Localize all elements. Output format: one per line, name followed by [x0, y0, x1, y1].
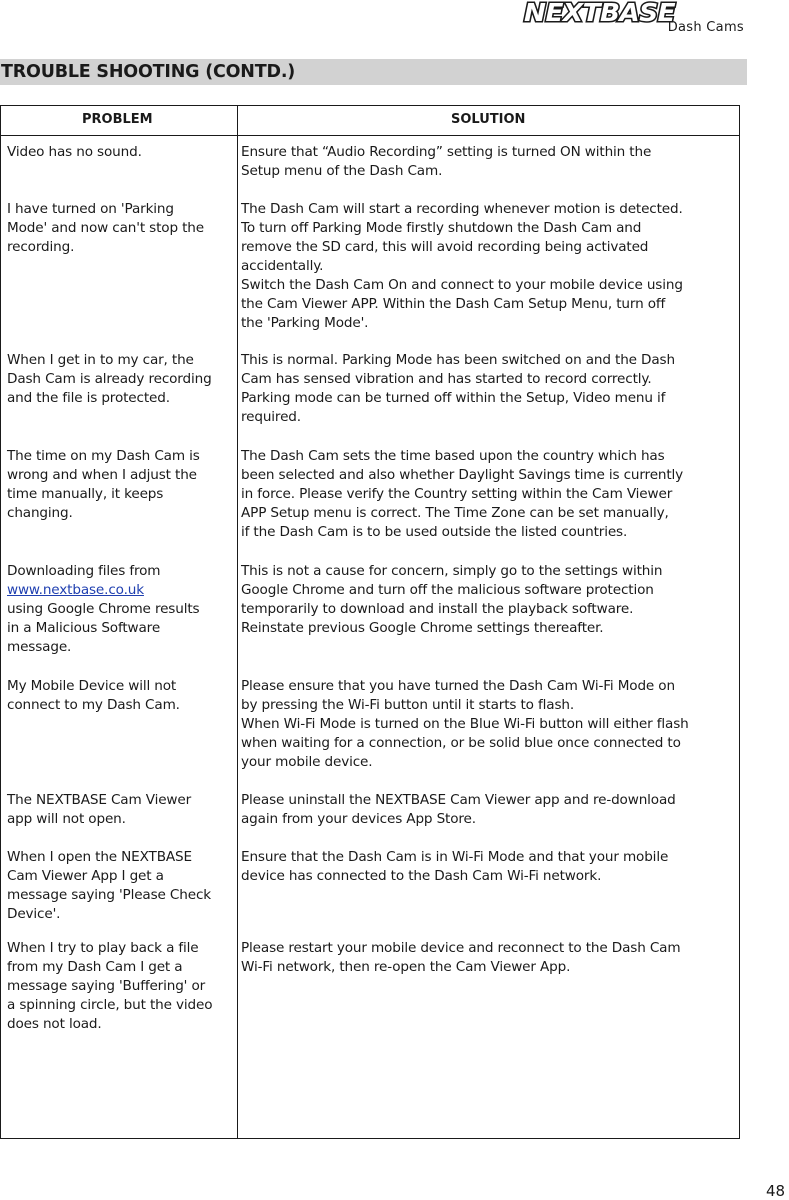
solution-line: Reinstate previous Google Chrome settings thereafter.: [241, 620, 604, 636]
problem-line: recording.: [7, 239, 75, 255]
solution-line: The Dash Cam will start a recording whenever motion is detected.: [241, 201, 683, 217]
solution-cell: [241, 677, 741, 772]
solution-line: device has connected to the Dash Cam Wi-Fi network.: [241, 868, 602, 884]
solution-line: the Cam Viewer APP. Within the Dash Cam Setup Menu, turn off: [241, 296, 666, 312]
problem-line: Cam Viewer App I get a: [7, 868, 164, 884]
solution-cell: [241, 939, 741, 977]
problem-cell: [7, 447, 239, 523]
solution-line: Ensure that the Dash Cam is in Wi-Fi Mode and that your mobile: [241, 849, 669, 865]
problem-line: wrong and when I adjust the: [7, 467, 197, 483]
solution-line: been selected and also whether Daylight Savings time is currently: [241, 467, 684, 483]
solution-line: Please ensure that you have turned the Dash Cam Wi-Fi Mode on: [241, 678, 675, 694]
nextbase-website-link[interactable]: www.nextbase.co.uk: [7, 582, 144, 598]
solution-line: when waiting for a connection, or be solid blue once connected to: [241, 735, 681, 751]
solution-line: Wi-Fi network, then re-open the Cam Viewer App.: [241, 959, 571, 975]
problem-line: When I get in to my car, the: [7, 352, 194, 368]
problem-line: from my Dash Cam I get a: [7, 959, 183, 975]
solution-line: in force. Please verify the Country setting within the Cam Viewer: [241, 486, 673, 502]
solution-cell: [241, 848, 741, 886]
problem-line: When I try to play back a file: [7, 940, 199, 956]
problem-line: app will not open.: [7, 811, 126, 827]
problem-line: The NEXTBASE Cam Viewer: [7, 792, 192, 808]
solution-line: When Wi-Fi Mode is turned on the Blue Wi-Fi button will either flash: [241, 716, 689, 732]
problem-line: My Mobile Device will not: [7, 678, 177, 694]
solution-line: This is not a cause for concern, simply go to the settings within: [241, 563, 663, 579]
solution-line: remove the SD card, this will avoid recording being activated: [241, 239, 649, 255]
troubleshooting-table: [0, 105, 740, 1139]
problem-line: changing.: [7, 505, 73, 521]
problem-line: Video has no sound.: [7, 144, 142, 160]
problem-cell: [7, 677, 239, 715]
problem-line: Downloading files from: [7, 563, 161, 579]
logo-brand: NEXTBASE: [524, 0, 676, 27]
solution-line: Google Chrome and turn off the malicious software protection: [241, 582, 654, 598]
problem-cell: [7, 143, 239, 162]
solution-line: Setup menu of the Dash Cam.: [241, 163, 443, 179]
logo-tagline: Dash Cams: [667, 20, 744, 35]
solution-line: APP Setup menu is correct. The Time Zone can be set manually,: [241, 505, 669, 521]
problem-line: message saying 'Please Check: [7, 887, 212, 903]
problem-line: Mode' and now can't stop the: [7, 220, 204, 236]
solution-line: Please restart your mobile device and reconnect to the Dash Cam: [241, 940, 681, 956]
problem-line: Device'.: [7, 906, 61, 922]
problem-cell: [7, 200, 239, 257]
solution-column-header: SOLUTION: [451, 112, 526, 127]
solution-cell: [241, 200, 741, 333]
solution-line: Parking mode can be turned off within the Setup, Video menu if: [241, 390, 666, 406]
problem-cell: [7, 791, 239, 829]
solution-line: Please uninstall the NEXTBASE Cam Viewer app and re-download: [241, 792, 676, 808]
problem-line: a spinning circle, but the video: [7, 997, 213, 1013]
problem-line: and the file is protected.: [7, 390, 170, 406]
solution-line: Ensure that “Audio Recording” setting is turned ON within the: [241, 144, 652, 160]
solution-cell: [241, 143, 741, 181]
solution-line: required.: [241, 409, 301, 425]
solution-line: To turn off Parking Mode firstly shutdown the Dash Cam and: [241, 220, 642, 236]
problem-line: using Google Chrome results: [7, 601, 200, 617]
header-divider: [1, 135, 739, 136]
problem-line: Dash Cam is already recording: [7, 371, 212, 387]
problem-line: The time on my Dash Cam is: [7, 448, 200, 464]
solution-line: This is normal. Parking Mode has been switched on and the Dash: [241, 352, 675, 368]
solution-cell: [241, 791, 741, 829]
solution-line: Cam has sensed vibration and has started to record correctly.: [241, 371, 652, 387]
solution-line: the 'Parking Mode'.: [241, 315, 369, 331]
solution-line: by pressing the Wi-Fi button until it starts to flash.: [241, 697, 575, 713]
solution-line: accidentally.: [241, 258, 324, 274]
solution-line: your mobile device.: [241, 754, 373, 770]
problem-column-header: PROBLEM: [82, 112, 153, 127]
section-title-bar: [0, 59, 747, 85]
solution-line: temporarily to download and install the playback software.: [241, 601, 634, 617]
solution-line: if the Dash Cam is to be used outside the listed countries.: [241, 524, 628, 540]
problem-cell: [7, 848, 239, 924]
problem-line: does not load.: [7, 1016, 102, 1032]
problem-cell: [7, 351, 239, 408]
problem-cell: [7, 939, 239, 1034]
problem-line: message saying 'Buffering' or: [7, 978, 206, 994]
problem-line: in a Malicious Software: [7, 620, 161, 636]
solution-line: The Dash Cam sets the time based upon the country which has: [241, 448, 665, 464]
page-number: 48: [766, 1182, 786, 1200]
problem-line: connect to my Dash Cam.: [7, 697, 180, 713]
problem-line: time manually, it keeps: [7, 486, 164, 502]
problem-line: I have turned on 'Parking: [7, 201, 174, 217]
problem-line: message.: [7, 639, 72, 655]
solution-cell: [241, 447, 741, 542]
solution-line: again from your devices App Store.: [241, 811, 476, 827]
problem-cell: [7, 562, 239, 657]
nextbase-logo: [524, 2, 746, 36]
page-title: TROUBLE SHOOTING (CONTD.): [1, 62, 296, 82]
solution-cell: [241, 562, 741, 638]
solution-line: Switch the Dash Cam On and connect to your mobile device using: [241, 277, 683, 293]
problem-line: When I open the NEXTBASE: [7, 849, 192, 865]
solution-cell: [241, 351, 741, 427]
